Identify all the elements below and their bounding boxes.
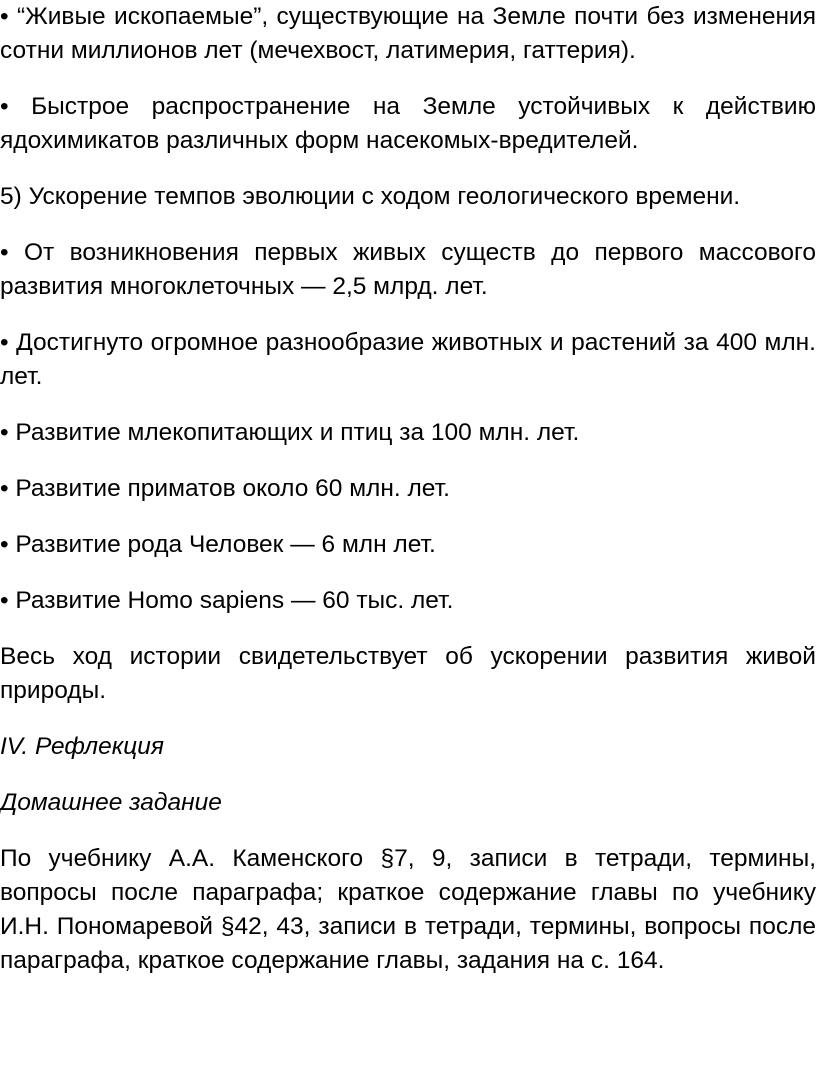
paragraph-mammals-birds: • Развитие млекопитающих и птиц за 100 млн. лет. <box>0 419 580 446</box>
paragraph-conclusion: Весь ход истории свидетельствует об ускорении развития живой природы. <box>0 643 816 704</box>
paragraph-genus-homo: • Развитие рода Человек — 6 млн лет. <box>0 531 436 558</box>
paragraph-diversity: • Достигнуто огромное разнообразие животных и растений за 400 млн. лет. <box>0 329 816 390</box>
section-heading-reflection: IV. Рефлекция <box>0 733 165 760</box>
paragraph-primates: • Развитие приматов около 60 млн. лет. <box>0 475 450 502</box>
paragraph-first-organisms: • От возникновения первых живых существ до первого массового развития многоклеточных — 2,5 млрд. лет. <box>0 239 816 300</box>
paragraph-living-fossils: • “Живые ископаемые”, существующие на Земле почти без изменения сотни миллионов лет (мечехвост, латимерия, гаттерия). <box>0 3 816 64</box>
paragraph-evolution-acceleration: 5) Ускорение темпов эволюции с ходом геологического времени. <box>0 183 741 210</box>
paragraph-homework-details: По учебнику А.А. Каменского §7, 9, записи в тетради, термины, вопросы после параграфа; краткое содержание главы по учебнику И.Н. Пономаревой §42, 43, записи в тетради, термины, вопросы после параграфа, краткое содержание главы, задания на с. 164. <box>0 845 816 974</box>
section-heading-homework: Домашнее задание <box>0 789 222 816</box>
paragraph-homo-sapiens: • Развитие Homo sapiens — 60 тыс. лет. <box>0 587 454 614</box>
paragraph-pest-resistance: • Быстрое распространение на Земле устойчивых к действию ядохимикатов различных форм насекомых-вредителей. <box>0 93 816 154</box>
